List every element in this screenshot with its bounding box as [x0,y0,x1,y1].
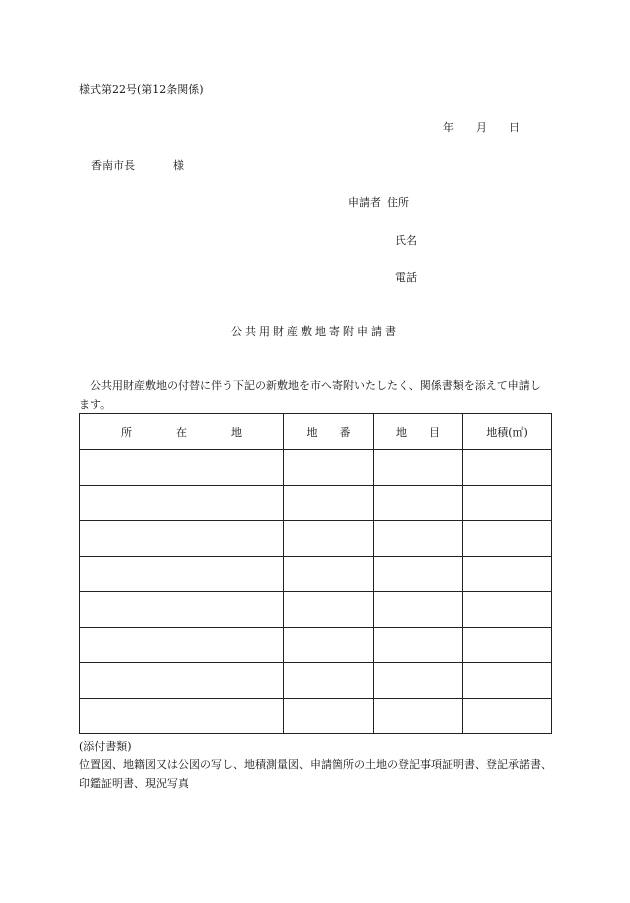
table-cell [80,485,284,521]
table-cell [284,592,374,628]
table-cell [463,556,552,592]
table-row [80,521,552,557]
land-table [79,413,552,734]
body-text: 公共用財産敷地の付替に伴う下記の新敷地を市へ寄附いたしたく、関係書類を添えて申請します。 [79,379,541,411]
header-land-category: 地 目 [374,414,463,450]
table-row [80,627,552,663]
document-title: 公共用財産敷地寄附申請書 [231,325,399,338]
name-label: 氏名 [395,234,417,247]
table-cell [463,663,552,699]
table-cell [463,450,552,486]
table-row [80,663,552,699]
header-lot-number: 地 番 [284,414,374,450]
table-row [80,592,552,628]
table-cell [80,698,284,734]
header-area: 地積(㎡) [463,414,552,450]
form-number: 様式第22号(第12条関係) [79,83,204,96]
table-row [80,450,552,486]
table-cell [284,627,374,663]
table-cell [374,521,463,557]
table-cell [463,698,552,734]
table-cell [374,698,463,734]
table-cell [284,450,374,486]
table-cell [463,627,552,663]
table-row [80,556,552,592]
applicant-address-line [348,194,409,210]
table-cell [80,627,284,663]
address-label: 住所 [387,196,409,209]
table-cell [374,663,463,699]
table-cell [80,521,284,557]
addressee [91,157,184,173]
header-location: 所 在 地 [80,414,284,450]
date-year: 年 [443,121,454,134]
date-day: 日 [509,121,520,134]
table-cell [374,485,463,521]
table-cell [374,592,463,628]
addressee-name: 香南市長 [91,159,135,172]
table-cell [284,663,374,699]
attachments-list: 位置図、地籍図又は公図の写し、地積測量図、申請箇所の土地の登記事項証明書、登記承諾書、印鑑証明書、現況写真 [79,758,552,790]
table-header-row [80,414,552,450]
table-cell [463,521,552,557]
table-cell [284,521,374,557]
table-cell [80,556,284,592]
table-cell [463,485,552,521]
table-cell [284,485,374,521]
table-cell [284,698,374,734]
date-month: 月 [476,121,487,134]
attachments-heading: (添付書類) [79,740,132,753]
table-cell [80,450,284,486]
table-cell [374,556,463,592]
table-row [80,485,552,521]
date-line [443,119,520,135]
table-cell [374,627,463,663]
table-row [80,698,552,734]
phone-label: 電話 [395,271,417,284]
applicant-label: 申請者 [348,196,381,209]
table-cell [284,556,374,592]
table-cell [80,592,284,628]
addressee-honorific: 様 [173,159,184,172]
table-cell [463,592,552,628]
table-cell [374,450,463,486]
table-cell [80,663,284,699]
